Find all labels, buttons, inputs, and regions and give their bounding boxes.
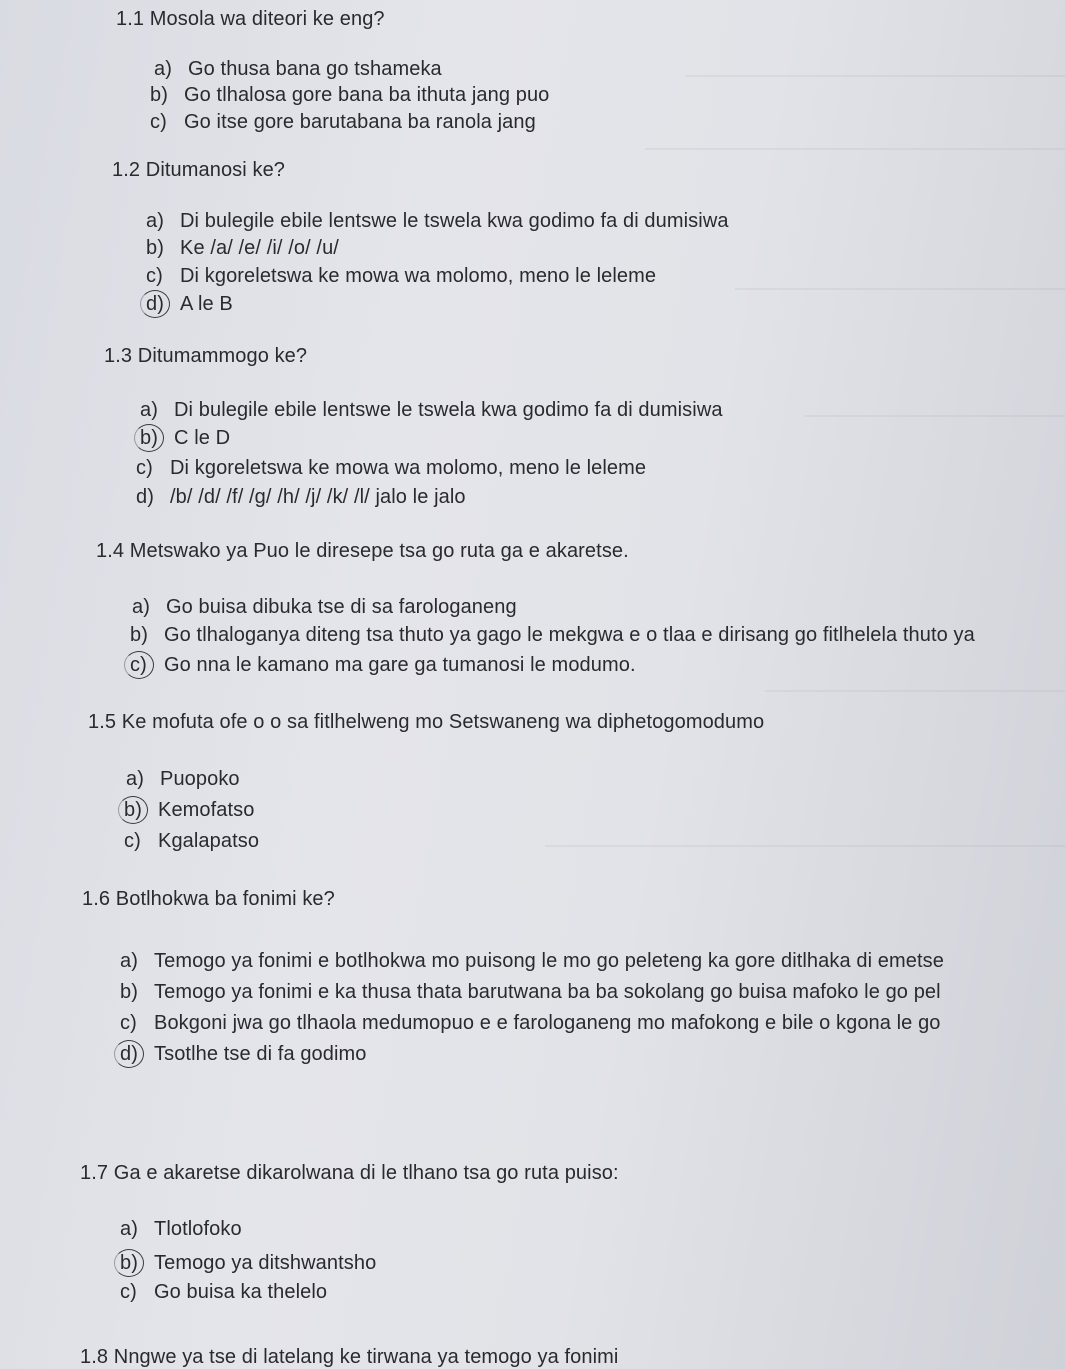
option-letter: d) (120, 1043, 154, 1066)
bleed-through-mark (685, 75, 1065, 77)
answer-option[interactable] (120, 981, 941, 1004)
question-text: Ke mofuta ofe o o sa fitlhelweng mo Setswaneng wa diphetogomodumo (121, 711, 765, 733)
question-number: 1.7 (80, 1162, 109, 1184)
question-title (96, 540, 629, 563)
option-text: Puopoko (160, 768, 240, 790)
option-letter: a) (140, 399, 158, 421)
option-letter: b) (130, 624, 148, 646)
question-title (88, 711, 764, 734)
question-number: 1.1 (116, 8, 145, 30)
question-title (112, 159, 285, 182)
bleed-through-mark (805, 415, 1065, 417)
option-letter: a) (120, 1218, 138, 1240)
answer-option[interactable] (120, 1012, 941, 1035)
option-text: Temogo ya fonimi e botlhokwa mo puisong le mo go peleteng ka gore ditlhaka di emetse (154, 950, 944, 972)
answer-option[interactable] (132, 596, 517, 619)
question-number: 1.3 (104, 345, 133, 367)
question-text: Botlhokwa ba fonimi ke? (115, 888, 335, 910)
option-text: C le D (174, 427, 231, 449)
option-text: Go buisa ka thelelo (154, 1281, 328, 1303)
option-letter: b) (146, 237, 164, 259)
answer-option[interactable] (140, 399, 723, 422)
bleed-through-mark (645, 148, 1065, 150)
option-letter: d) (146, 293, 180, 316)
option-text: Di bulegile ebile lentswe le tswela kwa godimo fa di dumisiwa (174, 399, 723, 421)
option-letter: a) (146, 210, 164, 232)
option-letter: c) (136, 457, 153, 479)
option-letter: b) (124, 799, 158, 822)
answer-option-selected[interactable] (130, 654, 636, 677)
answer-option[interactable] (126, 768, 240, 791)
question-title (116, 8, 385, 31)
option-text: A le B (180, 293, 233, 315)
option-text: Go tlhaloganya diteng tsa thuto ya gago le mekgwa e o tlaa e dirisang go fitlhelela thuto ya (164, 624, 975, 646)
answer-option[interactable] (120, 1281, 327, 1304)
question-text: Nngwe ya tse di latelang ke tirwana ya temogo ya fonimi (113, 1346, 619, 1368)
answer-option-selected[interactable] (140, 427, 230, 450)
option-text: Kemofatso (158, 799, 255, 821)
option-text: Temogo ya ditshwantsho (154, 1252, 377, 1274)
option-text: Tlotlofoko (154, 1218, 242, 1240)
question-text: Ditumanosi ke? (145, 159, 286, 181)
option-text: Kgalapatso (158, 830, 260, 852)
bleed-through-mark (765, 690, 1065, 692)
question-number: 1.4 (96, 540, 125, 562)
question-text: Mosola wa diteori ke eng? (149, 8, 385, 30)
answer-option-selected[interactable] (124, 799, 255, 822)
option-letter: c) (150, 111, 167, 133)
question-text: Ditumammogo ke? (137, 345, 308, 367)
answer-option[interactable] (146, 237, 339, 260)
question-text: Ga e akaretse dikarolwana di le tlhano tsa go ruta puiso: (113, 1162, 619, 1184)
answer-option-selected[interactable] (120, 1043, 367, 1066)
option-letter: d) (136, 486, 154, 508)
option-letter: b) (140, 427, 174, 450)
option-letter: c) (120, 1012, 137, 1034)
answer-option[interactable] (120, 950, 944, 973)
answer-option[interactable] (136, 486, 466, 509)
option-text: Go tlhalosa gore bana ba ithuta jang puo (184, 84, 550, 106)
answer-option[interactable] (130, 624, 975, 647)
option-letter: a) (126, 768, 144, 790)
answer-option[interactable] (150, 84, 549, 107)
option-letter: c) (130, 654, 164, 677)
option-text: Tsotlhe tse di fa godimo (154, 1043, 367, 1065)
question-number: 1.8 (80, 1346, 109, 1368)
option-text: Temogo ya fonimi e ka thusa thata barutwana ba ba sokolang go buisa mafoko le go pel (154, 981, 941, 1003)
answer-option[interactable] (146, 210, 729, 233)
answer-option[interactable] (124, 830, 259, 853)
option-letter: b) (120, 981, 138, 1003)
option-letter: c) (120, 1281, 137, 1303)
answer-option-selected[interactable] (146, 293, 233, 316)
answer-option[interactable] (150, 111, 536, 134)
option-text: Di kgoreletswa ke mowa wa molomo, meno le leleme (180, 265, 657, 287)
option-letter: c) (146, 265, 163, 287)
question-title (80, 1162, 619, 1185)
option-text: Di bulegile ebile lentswe le tswela kwa godimo fa di dumisiwa (180, 210, 729, 232)
question-text: Metswako ya Puo le diresepe tsa go ruta ga e akaretse. (129, 540, 629, 562)
bleed-through-mark (545, 845, 1065, 847)
option-letter: a) (120, 950, 138, 972)
option-letter: a) (132, 596, 150, 618)
option-letter: a) (154, 58, 172, 80)
answer-option[interactable] (136, 457, 646, 480)
question-title (80, 1346, 618, 1369)
option-text: Go buisa dibuka tse di sa farologaneng (166, 596, 517, 618)
question-number: 1.5 (88, 711, 117, 733)
option-text: Go thusa bana go tshameka (188, 58, 442, 80)
question-title (104, 345, 307, 368)
answer-option[interactable] (146, 265, 656, 288)
bleed-through-mark (735, 288, 1065, 290)
answer-option[interactable] (120, 1218, 242, 1241)
option-text: Bokgoni jwa go tlhaola medumopuo e e farologaneng mo mafokong e bile o kgona le go (154, 1012, 941, 1034)
option-text: Ke /a/ /e/ /i/ /o/ /u/ (180, 237, 339, 259)
option-letter: c) (124, 830, 141, 852)
question-title (82, 888, 335, 911)
option-letter: b) (120, 1252, 154, 1275)
option-text: Go nna le kamano ma gare ga tumanosi le modumo. (164, 654, 636, 676)
answer-option[interactable] (154, 58, 442, 81)
option-text: Go itse gore barutabana ba ranola jang (184, 111, 536, 133)
question-number: 1.6 (82, 888, 111, 910)
option-text: Di kgoreletswa ke mowa wa molomo, meno le leleme (170, 457, 647, 479)
option-text: /b/ /d/ /f/ /g/ /h/ /j/ /k/ /l/ jalo le jalo (170, 486, 466, 508)
option-letter: b) (150, 84, 168, 106)
question-number: 1.2 (112, 159, 141, 181)
answer-option-selected[interactable] (120, 1252, 376, 1275)
